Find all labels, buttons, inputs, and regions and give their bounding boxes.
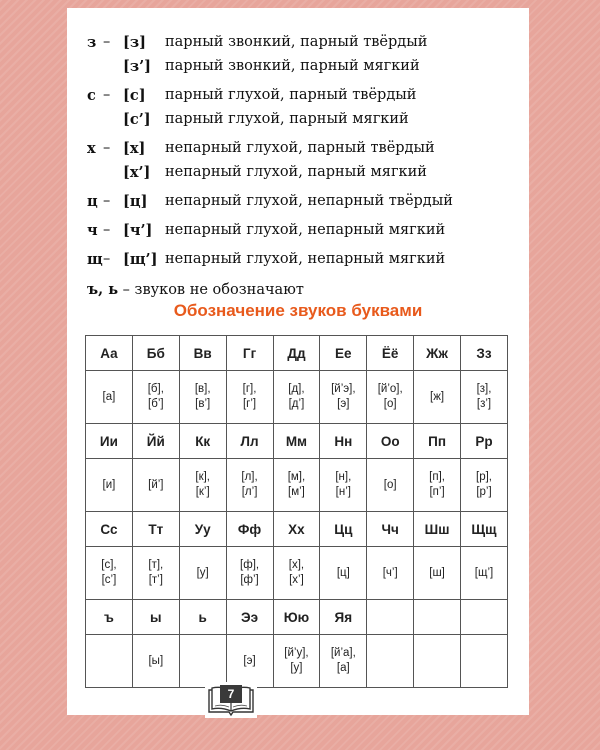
sound-value: [у] xyxy=(290,662,303,674)
letter-cell: Фф xyxy=(226,512,273,547)
sound-value: [д], xyxy=(288,383,305,395)
sound-value: [а] xyxy=(336,662,350,674)
sound-value: [н’] xyxy=(335,486,351,498)
note-text: – звуков не обозначают xyxy=(118,282,304,298)
sound-value: [о] xyxy=(383,398,397,410)
sound-value: [к], xyxy=(195,471,210,483)
sound-value: [и] xyxy=(102,478,116,491)
sound-cell xyxy=(320,371,367,424)
sound-cell xyxy=(273,459,320,512)
letter-cell: Шш xyxy=(414,512,461,547)
letter-cell: ы xyxy=(132,600,179,635)
sound-value: [ш] xyxy=(429,566,445,579)
sound-cell xyxy=(86,547,133,600)
sound-description: парный звонкий, парный мягкий xyxy=(165,58,420,74)
sound-value: [х’] xyxy=(289,574,304,586)
letter: х xyxy=(87,140,96,157)
sounds-row xyxy=(86,635,508,688)
sound-value: [т], xyxy=(148,559,164,571)
page-footer xyxy=(205,682,257,718)
sound-value: [в’] xyxy=(195,398,211,410)
sound-cell xyxy=(86,635,133,688)
sound-description: непарный глухой, непарный твёрдый xyxy=(165,193,453,209)
letter-cell: Тт xyxy=(132,512,179,547)
sound-value: [в], xyxy=(194,383,211,395)
sound-value: [а] xyxy=(102,390,116,403)
sound-value: [д’] xyxy=(288,398,305,410)
page-sheet xyxy=(67,8,529,715)
sound-value: [й’у], xyxy=(284,647,309,659)
sound-cell xyxy=(273,371,320,424)
letter-cell: Оо xyxy=(367,424,414,459)
letters-row xyxy=(86,600,508,635)
letter-cell: ь xyxy=(179,600,226,635)
sound-cell xyxy=(461,371,508,424)
sound-cell xyxy=(367,459,414,512)
sound-value: [п’] xyxy=(429,486,445,498)
sound-cell xyxy=(273,635,320,688)
letter: с xyxy=(87,87,96,104)
sound-line xyxy=(87,87,527,111)
sound-value: [ц] xyxy=(336,566,350,579)
alphabet-table xyxy=(85,335,508,688)
sound-line xyxy=(87,111,527,135)
sound-line xyxy=(87,222,527,246)
sound-value: [м], xyxy=(287,471,306,483)
letter-cell: Щщ xyxy=(461,512,508,547)
letter-cell: ъ xyxy=(86,600,133,635)
letter-cell: Зз xyxy=(461,336,508,371)
letter: з xyxy=(87,34,97,51)
dash: – xyxy=(103,251,111,267)
sound-value: [ж] xyxy=(430,390,445,403)
sound-cell xyxy=(367,635,414,688)
letter-cell: Цц xyxy=(320,512,367,547)
letter-cell: Чч xyxy=(367,512,414,547)
letters-row xyxy=(86,424,508,459)
sound-value: [х], xyxy=(288,559,305,571)
sound-cell xyxy=(226,459,273,512)
sound-transcription: [с] xyxy=(123,87,146,104)
sound-value: [б], xyxy=(147,383,164,395)
sound-line xyxy=(87,164,527,188)
sound-line xyxy=(87,251,527,275)
sound-value: [з’] xyxy=(476,398,492,410)
sound-line xyxy=(87,34,527,58)
sound-cell xyxy=(179,635,226,688)
sound-value: [у] xyxy=(196,566,209,579)
letter-cell: Кк xyxy=(179,424,226,459)
dash: – xyxy=(103,34,111,50)
sound-value: [с], xyxy=(101,559,117,571)
sound-cell xyxy=(320,547,367,600)
letter-cell: Нн xyxy=(320,424,367,459)
sound-cell xyxy=(179,371,226,424)
letter-cell xyxy=(461,600,508,635)
letter-cell: Аа xyxy=(86,336,133,371)
sound-value: [с’] xyxy=(101,574,117,586)
sound-value: [й’] xyxy=(148,478,164,491)
sound-cell xyxy=(367,371,414,424)
sound-cell xyxy=(132,635,179,688)
letter-cell: Ее xyxy=(320,336,367,371)
sound-value: [т’] xyxy=(148,574,163,586)
sound-value: [к’] xyxy=(195,486,210,498)
sound-value: [ф], xyxy=(240,559,260,571)
letter-cell: Вв xyxy=(179,336,226,371)
sound-value: [з], xyxy=(476,383,492,395)
dash: – xyxy=(103,140,111,156)
letter-cell: Ёё xyxy=(367,336,414,371)
letter-cell: Мм xyxy=(273,424,320,459)
letter-cell: Жж xyxy=(414,336,461,371)
sound-value: [л], xyxy=(241,471,258,483)
sound-transcription: [ц] xyxy=(123,193,148,210)
sound-value: [й’а], xyxy=(330,647,356,659)
sound-transcription: [щ’] xyxy=(123,251,158,268)
letter-cell: Рр xyxy=(461,424,508,459)
letter-cell: Пп xyxy=(414,424,461,459)
sound-cell xyxy=(226,547,273,600)
letter: щ xyxy=(87,251,103,268)
sound-transcription: [с’] xyxy=(123,111,151,128)
letter-cell: Гг xyxy=(226,336,273,371)
sound-value: [м’] xyxy=(288,486,305,498)
sound-cell xyxy=(132,459,179,512)
table-title: Обозначение звуков буквами xyxy=(173,301,423,320)
sound-cell xyxy=(132,547,179,600)
sound-value: [э] xyxy=(337,398,350,410)
sound-cell xyxy=(461,459,508,512)
letter-cell: Дд xyxy=(273,336,320,371)
sound-description: парный глухой, парный твёрдый xyxy=(165,87,417,103)
sound-description: непарный глухой, непарный мягкий xyxy=(165,222,446,238)
sounds-row xyxy=(86,371,508,424)
sound-value: [р], xyxy=(476,471,492,483)
sound-value: [ч’] xyxy=(382,566,398,579)
sound-cell xyxy=(179,459,226,512)
letter: ч xyxy=(87,222,98,239)
letter: ц xyxy=(87,193,98,210)
letter-cell: Уу xyxy=(179,512,226,547)
dash: – xyxy=(103,222,111,238)
sound-cell xyxy=(132,371,179,424)
page-number: 7 xyxy=(227,687,235,701)
sounds-row xyxy=(86,459,508,512)
sound-cell xyxy=(414,635,461,688)
sound-value: [ы] xyxy=(148,654,164,667)
sound-line xyxy=(87,140,527,164)
letter-cell: Ии xyxy=(86,424,133,459)
sound-transcription: [з’] xyxy=(123,58,152,75)
letter-cell: Йй xyxy=(132,424,179,459)
sound-cell xyxy=(320,635,367,688)
sound-cell xyxy=(461,547,508,600)
sound-cell xyxy=(226,371,273,424)
sound-description: непарный глухой, парный мягкий xyxy=(165,164,427,180)
sound-transcription: [з] xyxy=(123,34,146,51)
sound-cell xyxy=(414,547,461,600)
sound-cell xyxy=(461,635,508,688)
letter-cell xyxy=(367,600,414,635)
sound-value: [л’] xyxy=(241,486,258,498)
sounds-row xyxy=(86,547,508,600)
sound-cell xyxy=(86,371,133,424)
letters-row xyxy=(86,512,508,547)
sound-description: непарный глухой, парный твёрдый xyxy=(165,140,435,156)
sound-value: [р’] xyxy=(476,486,492,498)
dash: – xyxy=(103,193,111,209)
sound-cell xyxy=(86,459,133,512)
sound-line xyxy=(87,193,527,217)
sound-cell xyxy=(179,547,226,600)
sound-value: [н], xyxy=(335,471,352,483)
sound-transcription: [х’] xyxy=(123,164,151,181)
sound-value: [э] xyxy=(243,654,256,667)
sound-cell xyxy=(414,371,461,424)
sound-transcription: [ч’] xyxy=(123,222,153,239)
sound-value: [б’] xyxy=(148,398,164,410)
letter-cell xyxy=(414,600,461,635)
sound-cell xyxy=(414,459,461,512)
sound-description: непарный глухой, непарный мягкий xyxy=(165,251,446,267)
sound-value: [щ’] xyxy=(474,566,494,579)
letters-row xyxy=(86,336,508,371)
sound-cell xyxy=(226,635,273,688)
sound-value: [ф’] xyxy=(240,574,259,586)
sound-cell xyxy=(320,459,367,512)
sound-value: [й’э], xyxy=(331,383,356,395)
sound-cell xyxy=(367,547,414,600)
note-letters: ъ, ь xyxy=(87,281,119,298)
sound-cell xyxy=(273,547,320,600)
letter-cell: Хх xyxy=(273,512,320,547)
sound-value: [о] xyxy=(383,478,397,491)
letter-cell: Бб xyxy=(132,336,179,371)
letter-cell: Яя xyxy=(320,600,367,635)
sound-description: парный глухой, парный мягкий xyxy=(165,111,409,127)
sound-description: парный звонкий, парный твёрдый xyxy=(165,34,428,50)
sound-value: [й’о], xyxy=(377,383,403,395)
letter-cell: Лл xyxy=(226,424,273,459)
sound-value: [г], xyxy=(242,383,257,395)
sound-line xyxy=(87,58,527,82)
dash: – xyxy=(103,87,111,103)
sound-description-list xyxy=(87,34,527,305)
sound-value: [п], xyxy=(429,471,445,483)
letter-cell: Юю xyxy=(273,600,320,635)
sound-transcription: [х] xyxy=(123,140,146,157)
letter-cell: Сс xyxy=(86,512,133,547)
sound-value: [г’] xyxy=(242,398,257,410)
letter-cell: Ээ xyxy=(226,600,273,635)
